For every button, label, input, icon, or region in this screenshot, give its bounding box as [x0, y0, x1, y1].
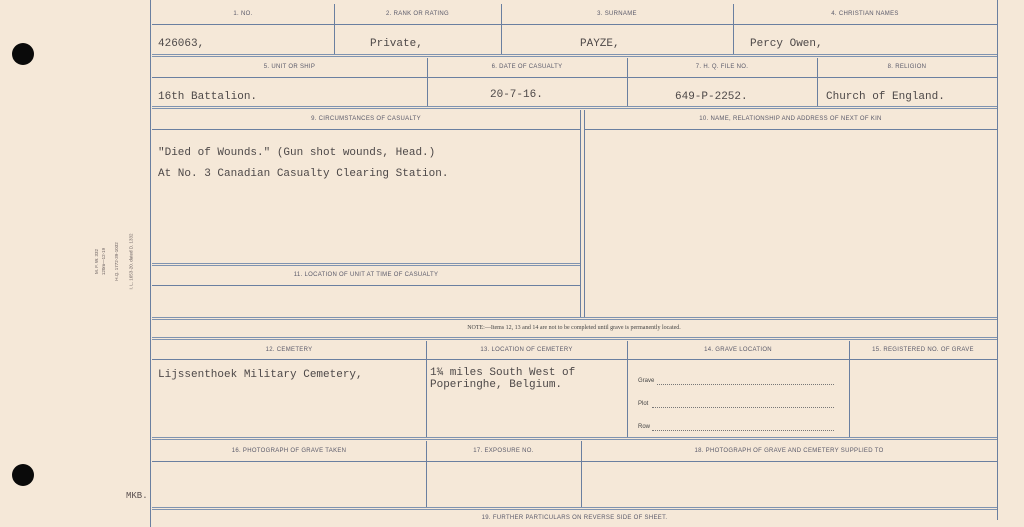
label-further-particulars: 19. FURTHER PARTICULARS ON REVERSE SIDE OF SHEET. [481, 515, 668, 521]
label-registered-no: 15. REGISTERED NO. OF GRAVE [872, 347, 974, 353]
divider [849, 341, 850, 437]
label-location-of-cemetery: 13. LOCATION OF CEMETERY [480, 347, 573, 353]
label-religion: 8. RELIGION [887, 64, 927, 70]
label-cemetery: 12. CEMETERY [265, 347, 313, 353]
margin-code-2: 120m—12-19 [101, 247, 107, 276]
divider [426, 341, 427, 437]
punch-hole-top [12, 43, 34, 65]
value-religion: Church of England. [826, 91, 945, 103]
margin-code-4: I. L. 1653-20. dated D. 1332 [128, 233, 134, 290]
row2-header-line [152, 77, 997, 78]
label-unit: 5. UNIT OR SHIP [263, 64, 316, 70]
grave-dotline [657, 384, 834, 385]
divider [584, 110, 585, 317]
note-bottom [152, 337, 997, 340]
plot-label: Plot [638, 401, 649, 407]
label-no: 1. NO. [233, 11, 253, 17]
value-surname: PAYZE, [580, 38, 620, 50]
divider [627, 341, 628, 437]
label-surname: 3. SURNAME [597, 11, 637, 17]
kin-header-line [584, 129, 997, 130]
value-date: 20-7-16. [490, 89, 543, 101]
value-no: 426063, [158, 38, 205, 50]
value-rank: Private, [370, 38, 423, 50]
row2-bottom [152, 106, 997, 109]
value-unit: 16th Battalion. [158, 91, 258, 103]
label-location-of-unit: 11. LOCATION OF UNIT AT TIME OF CASUALTY [293, 272, 439, 278]
row-dotline [652, 430, 834, 431]
grave-label: Grave [638, 378, 655, 384]
location-unit-top [152, 263, 580, 266]
row1-bottom [152, 54, 997, 57]
row-label: Row [638, 424, 651, 430]
value-cemetery-location-2: Poperinghe, Belgium. [430, 379, 563, 391]
margin-code-1: M. F. W. 332 [94, 248, 100, 275]
margin-code-3: H.Q. 1772-39-1032 [113, 242, 119, 281]
value-hq-file: 649-P-2252. [675, 91, 748, 103]
note-top [152, 317, 997, 320]
punch-hole-bottom [12, 464, 34, 486]
frame-left [150, 0, 151, 527]
label-photo-supplied: 18. PHOTOGRAPH OF GRAVE AND CEMETERY SUPPLIED TO [694, 448, 884, 454]
label-christian-names: 4. CHRISTIAN NAMES [831, 11, 899, 17]
row1-header-line [152, 24, 997, 25]
label-exposure-no: 17. EXPOSURE NO. [473, 448, 534, 454]
label-rank: 2. RANK OR RATING [386, 11, 449, 17]
note-text: NOTE:—Items 12, 13 and 14 are not to be completed until grave is permanently located. [467, 325, 681, 331]
further-top [152, 507, 997, 510]
frame-right [997, 0, 998, 520]
location-unit-header-line [152, 285, 580, 286]
value-christian-names: Percy Owen, [750, 38, 823, 50]
circumstances-line-1: "Died of Wounds." (Gun shot wounds, Head.) [158, 147, 436, 159]
label-date: 6. DATE OF CASUALTY [491, 64, 563, 70]
photo-header-line [152, 461, 997, 462]
label-hq-file: 7. H. Q. FILE NO. [695, 64, 749, 70]
photo-top [152, 437, 997, 440]
label-circumstances: 9. CIRCUMSTANCES OF CASUALTY [311, 116, 421, 122]
label-photo-taken: 16. PHOTOGRAPH OF GRAVE TAKEN [231, 448, 347, 454]
value-cemetery: Lijssenthoek Military Cemetery, [158, 369, 363, 381]
circumstances-line-2: At No. 3 Canadian Casualty Clearing Station. [158, 168, 449, 180]
cemetery-header-line [152, 359, 997, 360]
divider [580, 110, 581, 317]
margin-reference-codes [94, 225, 150, 305]
circumstances-header-line [152, 129, 580, 130]
plot-dotline [652, 407, 834, 408]
clerk-initials: MKB. [126, 491, 148, 501]
value-cemetery-location-1: 1¾ miles South West of [430, 367, 576, 379]
label-grave-location: 14. GRAVE LOCATION [704, 347, 772, 353]
label-next-of-kin: 10. NAME, RELATIONSHIP AND ADDRESS OF NEXT OF KIN [699, 116, 882, 122]
